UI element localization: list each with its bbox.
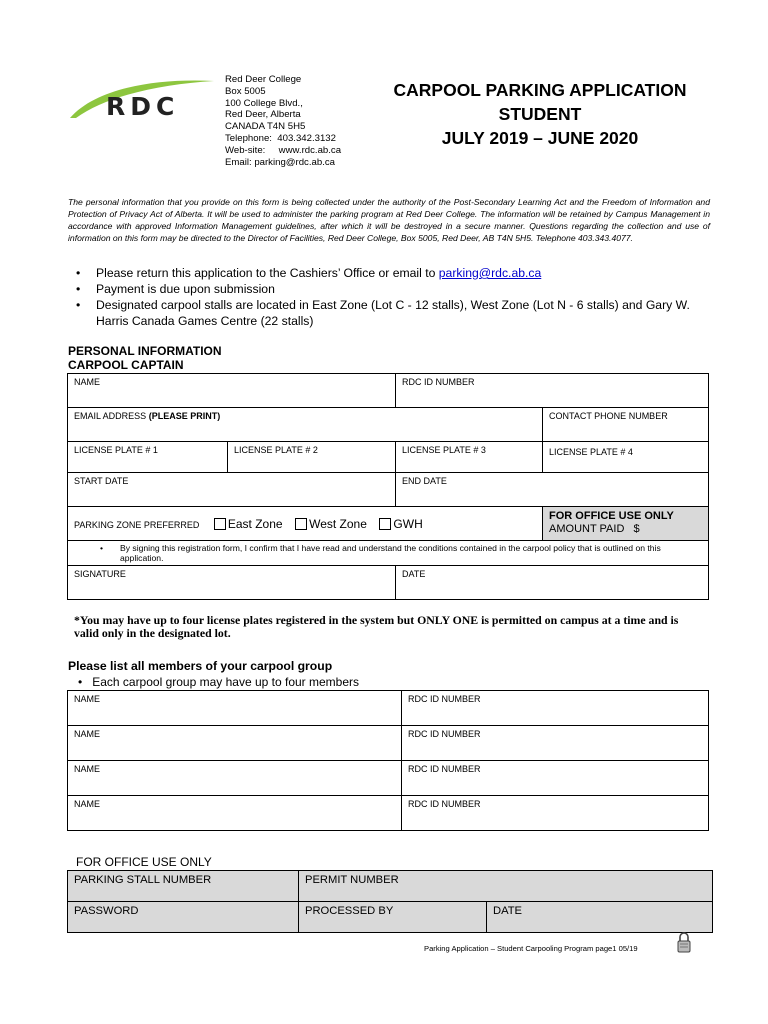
parking-zone-row: PARKING ZONE PREFERRED East Zone West Zone GWH [68,507,543,541]
plate-4-field[interactable]: LICENSE PLATE # 4 [543,442,709,473]
east-zone-checkbox[interactable] [214,518,226,530]
member-name-field[interactable]: NAME [68,761,402,796]
email-link[interactable]: parking@rdc.ab.ca [438,266,542,280]
name-field[interactable]: NAME [68,374,396,408]
member-id-field[interactable]: RDC ID NUMBER [402,796,709,831]
logo-text: RDC [106,92,180,121]
member-name-field[interactable]: NAME [68,691,402,726]
signature-field[interactable]: SIGNATURE [68,566,396,600]
plate-2-field[interactable]: LICENSE PLATE # 2 [228,442,396,473]
agreement-row: • By signing this registration form, I confirm that I have read and understand the conditions contained in the carpool policy that is outlined on this application. [68,541,709,566]
lock-icon [677,931,691,953]
rdc-logo [66,74,216,124]
address-line: 100 College Blvd., [225,97,303,109]
office-use-heading: FOR OFFICE USE ONLY [76,855,212,869]
gwh-checkbox[interactable] [379,518,391,530]
permit-number-field: PERMIT NUMBER [299,871,713,902]
processed-by-field: PROCESSED BY [299,902,487,933]
members-heading: Please list all members of your carpool group [68,659,333,673]
address-line: Box 5005 [225,85,266,97]
plate-1-field[interactable]: LICENSE PLATE # 1 [68,442,228,473]
address-line: Email: parking@rdc.ab.ca [225,156,335,168]
members-bullet: • Each carpool group may have up to four members [78,675,360,689]
title-line-3: JULY 2019 – JUNE 2020 [441,128,639,148]
phone-field[interactable]: CONTACT PHONE NUMBER [543,408,709,442]
table-row [68,796,709,831]
password-field: PASSWORD [68,902,299,933]
member-id-field[interactable]: RDC ID NUMBER [402,726,709,761]
address-line: Web-site: www.rdc.ab.ca [225,144,342,156]
form-title [360,78,720,150]
members-table [67,690,709,831]
member-id-field[interactable]: RDC ID NUMBER [402,691,709,726]
email-field[interactable]: EMAIL ADDRESS (PLEASE PRINT) [68,408,543,442]
table-row [68,761,709,796]
page-footer: Parking Application – Student Carpooling Program page1 05/19 [424,944,638,953]
west-zone-checkbox[interactable] [295,518,307,530]
office-amount-box: FOR OFFICE USE ONLY AMOUNT PAID $ [543,507,709,541]
member-name-field[interactable]: NAME [68,796,402,831]
list-item: • Please return this application to the Cashiers’ Office or email to parking@rdc.ab.ca [74,265,724,281]
personal-info-heading: PERSONAL INFORMATION CARPOOL CAPTAIN [68,344,222,372]
zone-label: PARKING ZONE PREFERRED [74,519,200,530]
table-row [68,726,709,761]
college-address [225,74,341,168]
personal-info-table [67,373,709,600]
member-id-field[interactable]: RDC ID NUMBER [402,761,709,796]
address-line: Red Deer, Alberta [225,109,301,121]
title-line-2: STUDENT [498,104,582,124]
list-item: • Designated carpool stalls are located in East Zone (Lot C - 12 stalls), West Zone (Lot N - 6 stalls) and Gary W. Harris Canada Games Centre (22 stalls) [74,297,724,329]
office-use-table [67,870,713,933]
rdc-id-field[interactable]: RDC ID NUMBER [396,374,709,408]
end-date-field[interactable]: END DATE [396,473,709,507]
start-date-field[interactable]: START DATE [68,473,396,507]
table-row [68,691,709,726]
member-name-field[interactable]: NAME [68,726,402,761]
address-line: CANADA T4N 5H5 [225,121,306,133]
address-line: Telephone: 403.342.3132 [225,132,336,144]
address-line: Red Deer College [225,74,302,85]
privacy-notice: The personal information that you provide on this form is being collected under the authority of the Post-Secondary Learning Act and the Freedom of Information and Protection of Privacy Act of Alberta. It will be used to administer the parking program at Red Deer College. The information will be retained by Campus Management in accordance with approved Information Management guidelines, after which it will be destroyed in a secure manner. Questions regarding the collection and use of information on this form may be directed to the Director of Facilities, Red Deer College, Box 5005, Red Deer, AB T4N 5H5. Telephone 403.343.4077. [68,197,710,243]
plate-3-field[interactable]: LICENSE PLATE # 3 [396,442,543,473]
stall-number-field: PARKING STALL NUMBER [68,871,299,902]
signature-date-field[interactable]: DATE [396,566,709,600]
title-line-1: CARPOOL PARKING APPLICATION [393,80,687,100]
office-date-field: DATE [487,902,713,933]
instructions-list [74,265,724,329]
list-item: • Payment is due upon submission [74,281,724,297]
plates-note: *You may have up to four license plates registered in the system but ONLY ONE is permitted on campus at a time and is valid only in the designated lot. [74,613,679,640]
